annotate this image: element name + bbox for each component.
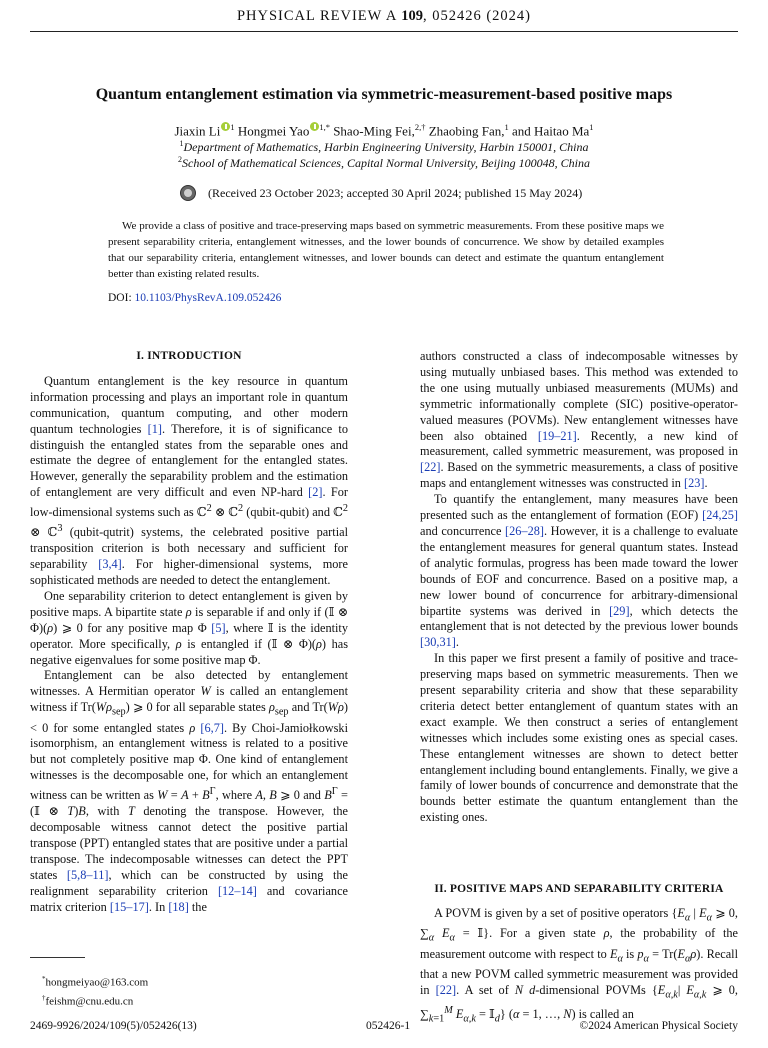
orcid-icon[interactable] — [310, 122, 319, 131]
citation-link[interactable]: [26–28] — [505, 523, 544, 538]
section-heading: I. INTRODUCTION — [136, 350, 242, 362]
author-name: Zhaobing Fan, — [428, 123, 505, 139]
footnote-email[interactable]: feishm@cnu.edu.cn — [45, 995, 134, 1008]
author-list: Jiaxin Li $^1$ Hongmei Yao $^{1,*}$ Shao-Ming Fei,$^{2,\dagger}$ Zhaobing Fan,$^1$ and Haitao Ma$^1$ — [174, 122, 594, 139]
citation-link[interactable]: [23] — [683, 476, 705, 491]
citation-link[interactable]: [6,7] — [200, 720, 224, 735]
citation-link[interactable]: [29] — [609, 603, 630, 618]
section2-block: II. POSITIVE MAPS AND SEPARABILITY CRITERIA A POVM is given by a set of positive operators {$E_\alpha$ | $E_\alpha$ ⩾ 0, $\sum_\alpha$ $E_\alpha$ = 𝕀}. For a given state ρ, the probability of the measurement outcome with respect to $E_\alpha$ is $p_\alpha = Tr(E_\alpha\rho)$. Recall that a new POVM called symmetric measurement was provided in [22]. A set of N d-dimensional POVMs {$E_{\alpha,k}|$ $E_{\alpha,k}$ ⩾ 0, $\sum_{k=1}^M$ $E_{\alpha,k}$ = 𝕀$_d$} (α = 1, …, N) is called an — [420, 883, 739, 1025]
citation-link[interactable]: [24,25] — [702, 508, 738, 523]
footnote-rule — [30, 957, 85, 958]
abstract: We provide a class of positive and trace-preserving maps based on symmetric measurements. From these positive maps we present separability criteria, entanglement witnesses, and the lower bounds of concurrence. We show by detailed examples that our separability criteria, entanglement witnesses, and lower bounds can detect and estimate the quantum entanglement better than existing related results. — [108, 220, 664, 280]
citation-link[interactable]: [18] — [168, 899, 189, 914]
footer-copyright: ©2024 American Physical Society — [579, 1020, 738, 1032]
citation-link[interactable]: [19–21] — [537, 428, 577, 443]
citation-link[interactable]: [12–14] — [217, 883, 257, 898]
page-footer — [30, 1020, 738, 1032]
citation-link[interactable]: [5,8–11] — [66, 867, 109, 882]
page-number: 052426-1 — [366, 1020, 411, 1032]
footer-issn: 2469-9926/2024/109(5)/052426(13) — [30, 1020, 197, 1032]
author-name: and Haitao Ma — [512, 123, 590, 139]
citation-link[interactable]: [22] — [420, 460, 441, 475]
journal-name: PHYSICAL REVIEW A — [236, 8, 397, 24]
header-rule — [30, 31, 738, 32]
received-text: (Received 23 October 2023; accepted 30 April 2024; published 15 May 2024) — [208, 185, 583, 200]
journal-volume: 109 — [401, 8, 423, 24]
section-heading: II. POSITIVE MAPS AND SEPARABILITY CRITERIA — [434, 883, 724, 895]
citation-link[interactable]: [2] — [308, 485, 323, 500]
citation-link[interactable]: [15–17] — [109, 899, 149, 914]
doi-link[interactable]: 10.1103/PhysRevA.109.052426 — [134, 292, 282, 304]
citation-link[interactable]: [30,31] — [420, 635, 456, 650]
left-column: I. INTRODUCTION Quantum entanglement is the key resource in quantum information processing and plays an important role in quantum communication, quantum computing, and other modern quantum technologies [1]. Therefore, it is of significance to distinguish the entangled states from the separable ones and estimate the degree of entanglement for the entangled states. However, generally the separability problem and the estimation of entanglement are very difficult and even NP-hard [2]. For low-dimensional systems such as ℂ$^2$ ⊗ ℂ$^2$ (qubit-qubit) and ℂ$^2$ ⊗ ℂ$^3$ (qubit-qutrit) systems, the celebrated positive partial transposition criterion is both necessary and sufficient for separability [3,4]. For higher-dimensional systems, more sophisticated methods are needed to detect the entanglement. One separability criterion to detect entanglement is given by positive maps. A bipartite state ρ is separable if and only if (𝕀 ⊗ Φ)(ρ) ⩾ 0 for any positive map Φ [5], where 𝕀 is the identity operator. More specifically, ρ is entangled if (𝕀 ⊗ Φ)(ρ) has negative eigenvalues for some positive map Φ. Entanglement can be also detected by entanglement witnesses. A Hermitian operator W is called an entanglement witness if $Tr(W\rho_{sep})$ ⩾ 0 for all separable states $\rho_{sep}$ and Tr(Wρ) < 0 for some entangled states ρ [6,7]. By Choi-Jamiołkowski isomorphism, an entanglement witness is related to a positive but not completely positive map Φ. One kind of entanglement witnesses is the decomposable one, for which an entanglement witness can be written as $W = A + B^\Gamma$, where A, B ⩾ 0 and $B^\Gamma$ = (𝕀 ⊗ T)B, with T denoting the transpose. However, the decomposable witness cannot detect the positive partial transpose (PPT) entangled states that are positive under a partial transpose. The indecomposable witnesses can detect the PPT states [5,8–11], which can be constructed by using the realignment separability criterion [12–14] and covariance matrix criterion [15–17]. In [18] the — [30, 350, 348, 914]
doi-line: DOI: 10.1103/PhysRevA.109.052426 — [108, 292, 282, 304]
footnotes: *hongmeiyao@163.com †feishm@cnu.edu.cn — [42, 975, 149, 1008]
author-name: Shao-Ming Fei, — [333, 123, 415, 139]
right-column: authors constructed a class of indecomposable witnesses by using mutually unbiased bases. This method was extended to the one using mutually unbiased measurements (MUMs) and symmetric informationally complete (SIC) positive-operator-valued measures (POVMs). New entanglement witnesses have been also obtained [19–21]. Recently, a new kind of measurement, called symmetric measurement, was proposed in [22]. Based on the symmetric measurements, a class of positive maps and entanglement witnesses was constructed in [23]. To quantify the entanglement, many measures have been presented such as the entanglement of formation (EOF) [24,25] and concurrence [26–28]. However, it is a challenge to evaluate the entanglement measures for general quantum states. Instead of analytic formulas, progress has been made toward the lower bounds of EOF and concurrence. Based on a positive map, a new lower bound of concurrence for arbitrary-dimensional bipartite systems was derived in [29], which detects the entanglement that is not detected by the previous lower bounds [30,31]. In this paper we first present a family of positive and trace-preserving maps based on symmetric measurements. Then we present separability criteria and show that these separability criteria detect better entanglement of quantum states with an exact example. We then construct a series of entanglement witnesses which includes some existing ones as special cases. These entanglement witnesses are shown to detect better entanglement including bound entanglements. Finally, we give a family of lower bounds of concurrence and demonstrate that the bounds better estimate the quantum entanglement than the existing ones. — [420, 349, 739, 825]
received-dates — [180, 185, 582, 201]
paper-title: Quantum entanglement estimation via symmetric-measurement-based positive maps — [95, 86, 673, 103]
citation-link[interactable]: [5] — [211, 620, 226, 635]
citation-link[interactable]: [22] — [435, 982, 457, 997]
affiliation: $^1$Department of Mathematics, Harbin Engineering University, Harbin 150001, China — [179, 139, 589, 154]
citation-link[interactable]: [3,4] — [98, 557, 122, 572]
journal-article: , 052426 (2024) — [422, 8, 531, 24]
author-name: Hongmei Yao — [237, 123, 310, 139]
affiliation: $^2$School of Mathematical Sciences, Capital Normal University, Beijing 100048, China — [178, 155, 590, 170]
orcid-icon[interactable] — [221, 122, 230, 131]
author-name: Jiaxin Li — [174, 123, 221, 139]
citation-link[interactable]: [1] — [147, 421, 162, 436]
footnote-email[interactable]: hongmeiyao@163.com — [45, 976, 149, 989]
check-for-updates-icon[interactable] — [180, 185, 196, 201]
journal-header — [30, 8, 738, 25]
